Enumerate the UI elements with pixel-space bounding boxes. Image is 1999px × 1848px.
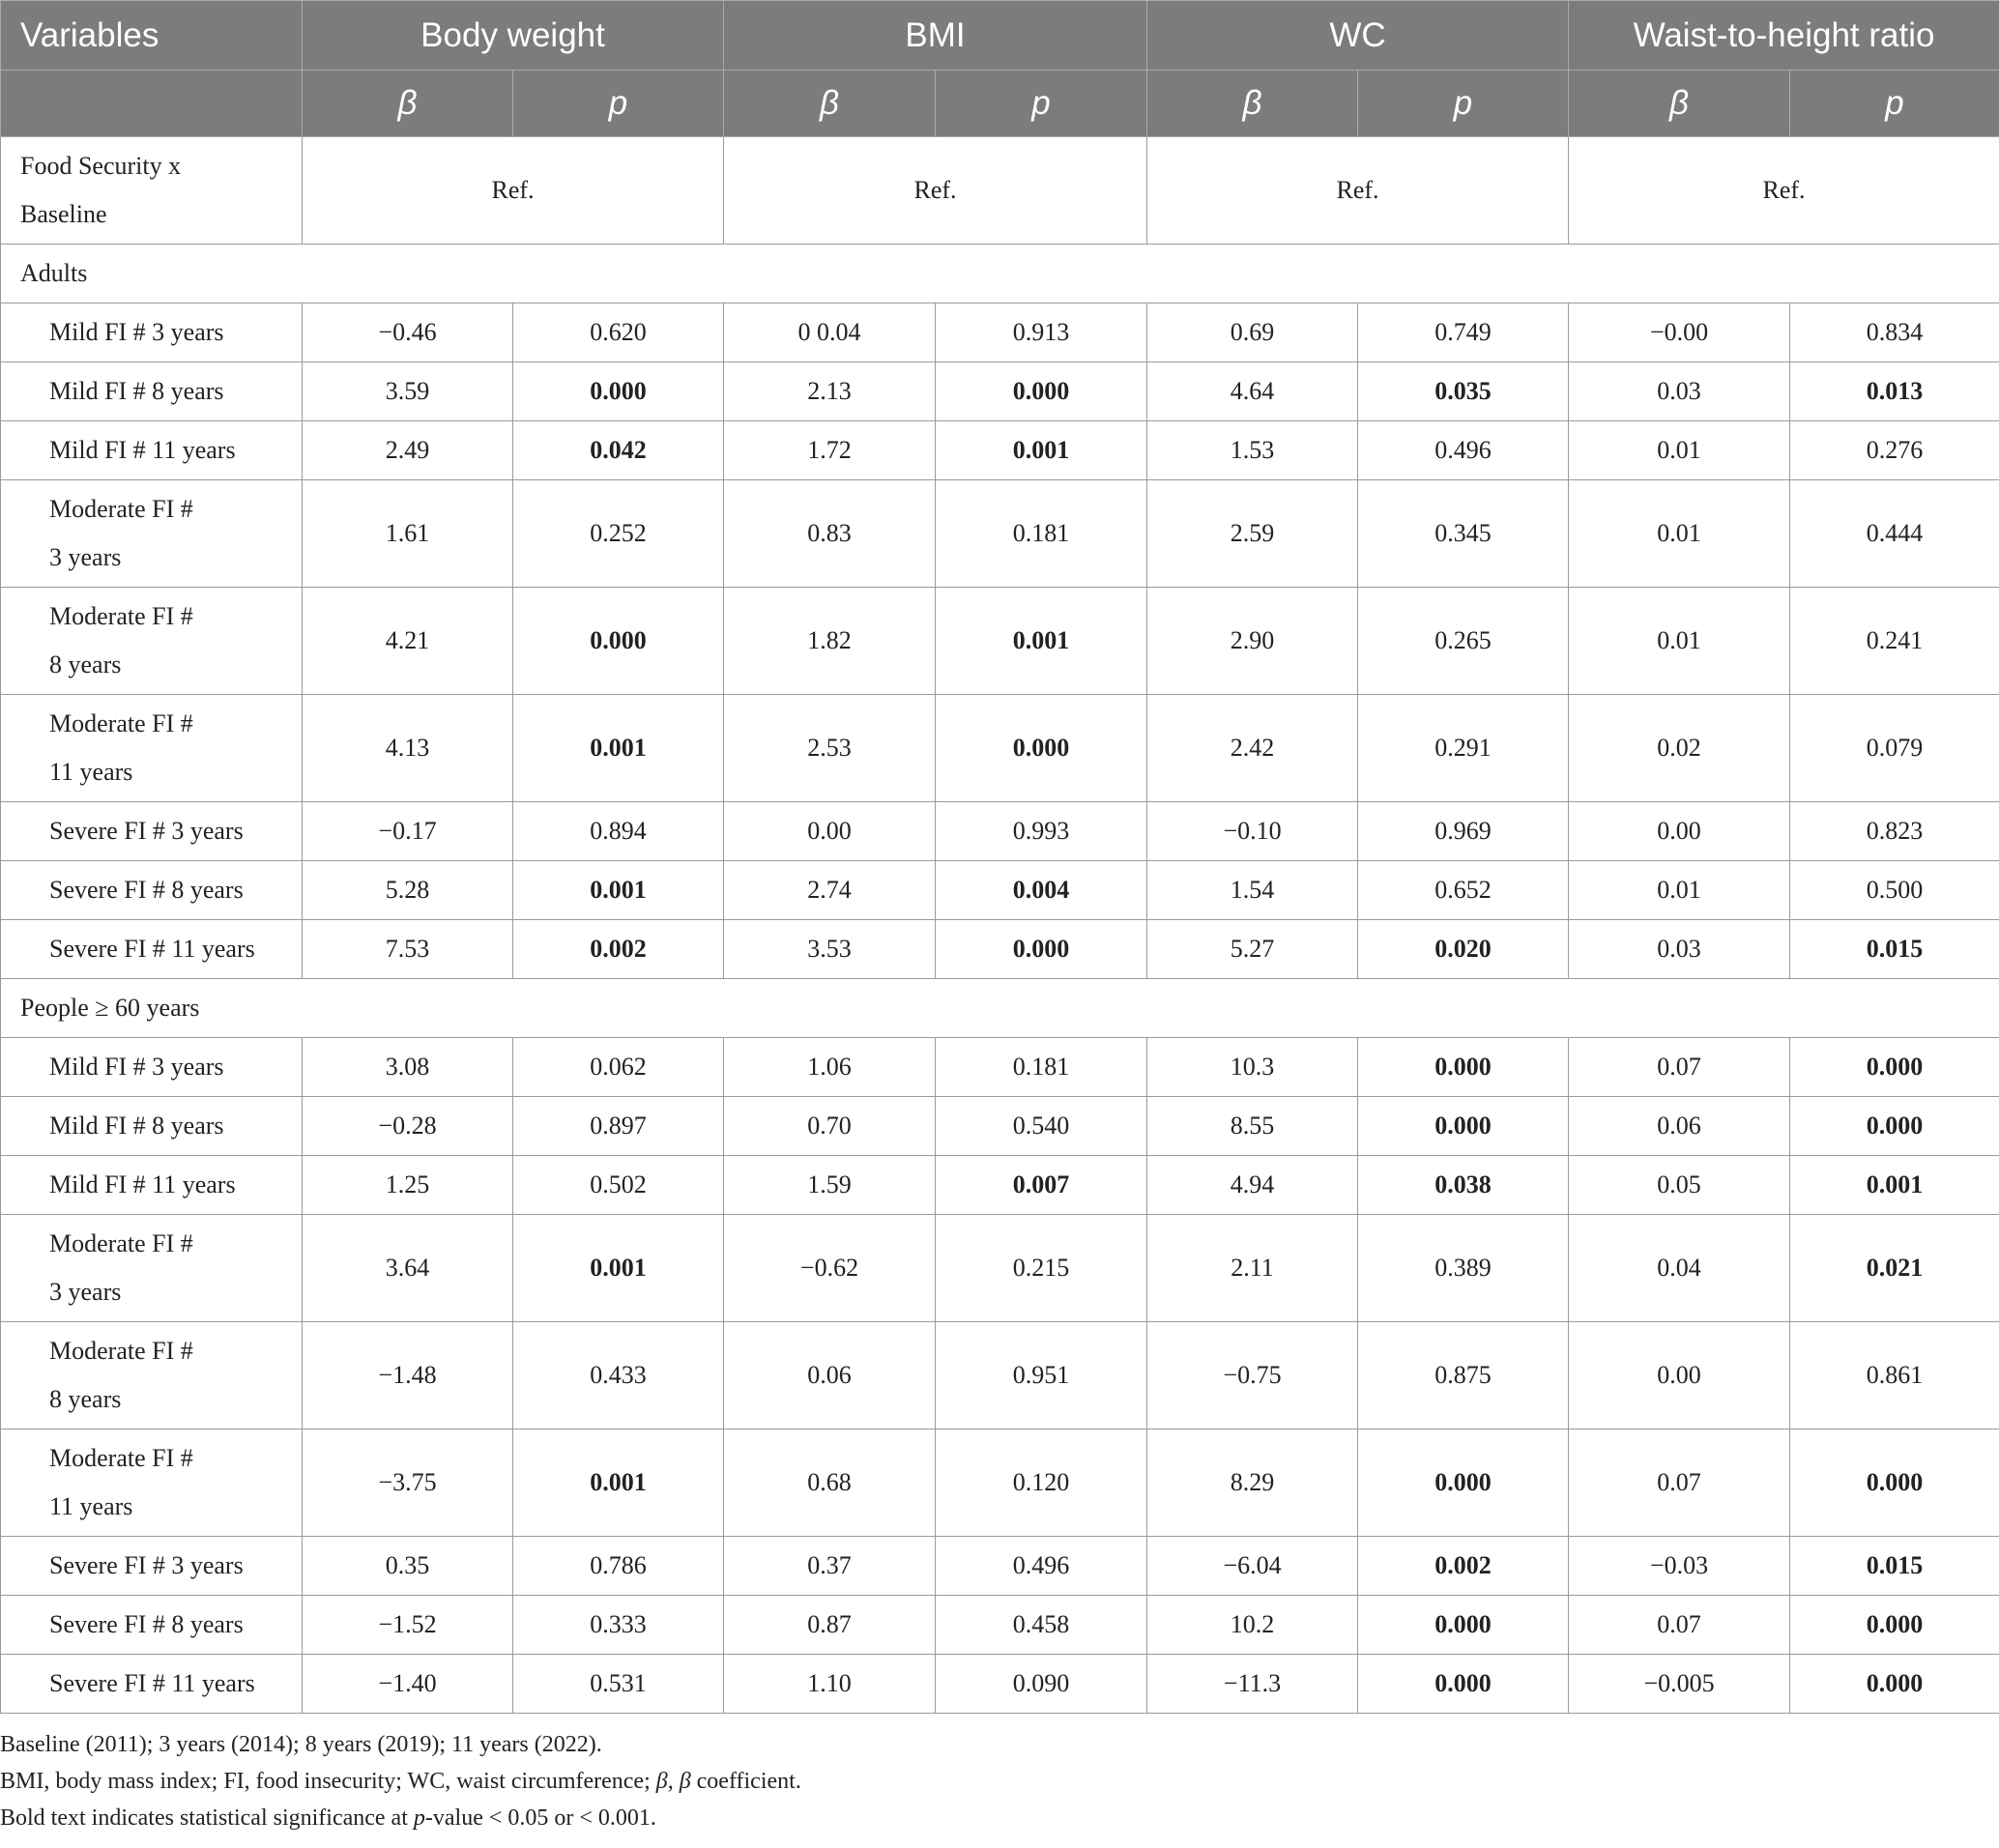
cell-waist-to-height-beta: 0.01 [1569,480,1790,588]
cell-wc-beta: 2.90 [1147,588,1358,695]
cell-wc-p: 0.265 [1358,588,1569,695]
table-row [1,303,1999,362]
subheader-p: p [1790,71,1999,137]
row-label-line2: 3 years [49,543,122,571]
cell-body-weight-beta: 3.08 [303,1038,513,1097]
table-row [1,802,1999,861]
cell-bmi-p: 0.913 [936,303,1147,362]
section-title: People ≥ 60 years [1,979,1999,1038]
cell-body-weight-p: 0.433 [513,1322,724,1429]
cell-body-weight-beta: 4.13 [303,695,513,802]
cell-bmi-beta: 0.83 [724,480,936,588]
cell-bmi-beta: −0.62 [724,1215,936,1322]
cell-wc-p: 0.038 [1358,1156,1569,1215]
cell-bmi-p: 0.458 [936,1596,1147,1655]
cell-wc-p: 0.020 [1358,920,1569,979]
cell-bmi-p: 0.215 [936,1215,1147,1322]
cell-bmi-p: 0.001 [936,588,1147,695]
table-row [1,588,1999,695]
table-row [1,1097,1999,1156]
cell-waist-to-height-beta: 0.06 [1569,1097,1790,1156]
cell-bmi-p: 0.000 [936,920,1147,979]
row-label [1,1429,303,1537]
cell-waist-to-height-p: 0.861 [1790,1322,1999,1429]
cell-waist-to-height-p: 0.000 [1790,1097,1999,1156]
table-row [1,1215,1999,1322]
footnote-beta-symbol: β [679,1769,691,1794]
cell-bmi-p: 0.181 [936,480,1147,588]
cell-body-weight-beta: −0.17 [303,802,513,861]
cell-body-weight-p: 0.894 [513,802,724,861]
cell-wc-beta: 5.27 [1147,920,1358,979]
cell-wc-beta: −11.3 [1147,1655,1358,1714]
row-label-line2: 11 years [49,758,133,786]
cell-body-weight-beta: −3.75 [303,1429,513,1537]
row-label-line1: Moderate FI # [49,1444,193,1472]
cell-body-weight-beta: 3.59 [303,362,513,421]
cell-waist-to-height-beta: −0.005 [1569,1655,1790,1714]
cell-bmi-p: 0.993 [936,802,1147,861]
cell-waist-to-height-p: 0.000 [1790,1596,1999,1655]
row-label-line1: Moderate FI # [49,495,193,523]
footnote-significance-text: Bold text indicates statistical significance at [0,1805,414,1831]
cell-wc-beta: −6.04 [1147,1537,1358,1596]
cell-bmi-p: 0.181 [936,1038,1147,1097]
cell-waist-to-height-beta: 0.07 [1569,1038,1790,1097]
header-waist-to-height: Waist-to-height ratio [1569,1,1999,71]
header-variables: Variables [1,1,303,71]
cell-wc-beta: 2.42 [1147,695,1358,802]
cell-bmi-p: 0.001 [936,421,1147,480]
cell-waist-to-height-beta: 0.02 [1569,695,1790,802]
cell-body-weight-beta: 5.28 [303,861,513,920]
cell-bmi-beta: 0.37 [724,1537,936,1596]
cell-bmi-beta: 2.53 [724,695,936,802]
cell-waist-to-height-p: 0.021 [1790,1215,1999,1322]
cell-bmi-p: 0.000 [936,362,1147,421]
cell-wc-p: 0.652 [1358,861,1569,920]
cell-body-weight-p: 0.000 [513,362,724,421]
table-row [1,1655,1999,1714]
cell-wc-p: 0.749 [1358,303,1569,362]
footnote-periods-text: Baseline (2011); 3 years (2014); 8 years (2019); 11 years (2022). [0,1732,602,1757]
footnote-significance [0,1800,1999,1836]
cell-bmi-beta: 0.00 [724,802,936,861]
cell-wc-p: 0.000 [1358,1429,1569,1537]
row-label: Severe FI # 3 years [1,1537,303,1596]
cell-bmi-beta: 2.13 [724,362,936,421]
cell-bmi-p: 0.000 [936,695,1147,802]
subheader-beta: β [724,71,936,137]
cell-body-weight-beta: −1.52 [303,1596,513,1655]
row-label: Severe FI # 3 years [1,802,303,861]
cell-bmi-beta: 1.82 [724,588,936,695]
cell-body-weight-p: 0.252 [513,480,724,588]
cell-bmi-beta: 1.59 [724,1156,936,1215]
cell-waist-to-height-p: 0.079 [1790,695,1999,802]
cell-waist-to-height-p: 0.444 [1790,480,1999,588]
reference-value-wc: Ref. [1147,137,1569,245]
table-footnotes [0,1726,1999,1836]
cell-body-weight-beta: −1.40 [303,1655,513,1714]
table-row [1,480,1999,588]
cell-body-weight-p: 0.002 [513,920,724,979]
cell-waist-to-height-beta: 0.01 [1569,861,1790,920]
cell-wc-p: 0.345 [1358,480,1569,588]
cell-bmi-beta: 1.10 [724,1655,936,1714]
cell-body-weight-p: 0.000 [513,588,724,695]
cell-waist-to-height-beta: 0.07 [1569,1429,1790,1537]
cell-waist-to-height-p: 0.015 [1790,920,1999,979]
cell-body-weight-beta: 0.35 [303,1537,513,1596]
subheader-beta: β [303,71,513,137]
cell-body-weight-p: 0.620 [513,303,724,362]
cell-waist-to-height-beta: 0.00 [1569,802,1790,861]
cell-wc-p: 0.035 [1358,362,1569,421]
reference-value-body-weight: Ref. [303,137,724,245]
cell-body-weight-p: 0.897 [513,1097,724,1156]
cell-waist-to-height-beta: 0.07 [1569,1596,1790,1655]
row-label-line2: 11 years [49,1492,133,1520]
footnote-abbreviations [0,1763,1999,1800]
cell-bmi-beta: 1.06 [724,1038,936,1097]
cell-bmi-beta: 1.72 [724,421,936,480]
cell-body-weight-p: 0.042 [513,421,724,480]
cell-waist-to-height-beta: −0.03 [1569,1537,1790,1596]
cell-bmi-beta: 0.70 [724,1097,936,1156]
section-title: Adults [1,245,1999,303]
cell-body-weight-p: 0.502 [513,1156,724,1215]
cell-waist-to-height-beta: 0.05 [1569,1156,1790,1215]
footnote-coefficient-text: coefficient. [690,1769,801,1794]
cell-waist-to-height-beta: 0.03 [1569,362,1790,421]
subheader-p: p [513,71,724,137]
cell-wc-p: 0.000 [1358,1038,1569,1097]
cell-body-weight-beta: 1.61 [303,480,513,588]
cell-body-weight-p: 0.001 [513,1429,724,1537]
cell-bmi-beta: 2.74 [724,861,936,920]
row-label-line1: Moderate FI # [49,602,193,630]
table-row [1,1596,1999,1655]
header-empty [1,71,303,137]
row-label [1,480,303,588]
cell-wc-p: 0.875 [1358,1322,1569,1429]
cell-bmi-p: 0.090 [936,1655,1147,1714]
cell-wc-p: 0.291 [1358,695,1569,802]
cell-wc-beta: 8.55 [1147,1097,1358,1156]
cell-wc-beta: 4.94 [1147,1156,1358,1215]
reference-value-waist-to-height: Ref. [1569,137,1999,245]
table-row [1,1156,1999,1215]
cell-wc-beta: 1.53 [1147,421,1358,480]
table-row [1,861,1999,920]
cell-bmi-p: 0.120 [936,1429,1147,1537]
cell-wc-p: 0.000 [1358,1596,1569,1655]
cell-wc-p: 0.000 [1358,1097,1569,1156]
row-label: Severe FI # 11 years [1,1655,303,1714]
cell-wc-beta: 2.11 [1147,1215,1358,1322]
cell-body-weight-p: 0.786 [513,1537,724,1596]
cell-waist-to-height-p: 0.015 [1790,1537,1999,1596]
table-header [1,1,1999,137]
cell-waist-to-height-p: 0.013 [1790,362,1999,421]
cell-wc-p: 0.002 [1358,1537,1569,1596]
row-label [1,1215,303,1322]
cell-waist-to-height-beta: 0.00 [1569,1322,1790,1429]
cell-body-weight-beta: 7.53 [303,920,513,979]
cell-bmi-p: 0.540 [936,1097,1147,1156]
cell-wc-beta: 0.69 [1147,303,1358,362]
section-row [1,245,1999,303]
cell-wc-beta: 10.3 [1147,1038,1358,1097]
cell-wc-p: 0.969 [1358,802,1569,861]
table-row [1,1537,1999,1596]
row-label [1,588,303,695]
row-label: Severe FI # 8 years [1,1596,303,1655]
row-label: Mild FI # 11 years [1,421,303,480]
cell-body-weight-p: 0.001 [513,695,724,802]
footnote-p-symbol: p [413,1805,425,1831]
row-label: Mild FI # 3 years [1,1038,303,1097]
header-bmi: BMI [724,1,1147,71]
subheader-p: p [1358,71,1569,137]
cell-body-weight-beta: −0.28 [303,1097,513,1156]
reference-label-line2: Baseline [20,200,107,228]
cell-waist-to-height-beta: 0.01 [1569,588,1790,695]
footnote-periods [0,1726,1999,1763]
cell-body-weight-beta: −0.46 [303,303,513,362]
cell-waist-to-height-beta: 0.03 [1569,920,1790,979]
subheader-beta: β [1569,71,1790,137]
cell-waist-to-height-p: 0.001 [1790,1156,1999,1215]
reference-value-bmi: Ref. [724,137,1147,245]
row-label-line1: Moderate FI # [49,709,193,737]
row-label-line1: Moderate FI # [49,1229,193,1257]
row-label: Severe FI # 8 years [1,861,303,920]
cell-wc-beta: 4.64 [1147,362,1358,421]
cell-wc-beta: −0.10 [1147,802,1358,861]
row-label-line1: Moderate FI # [49,1337,193,1365]
row-label [1,1322,303,1429]
cell-body-weight-beta: 1.25 [303,1156,513,1215]
table-row [1,1322,1999,1429]
table-row [1,421,1999,480]
cell-body-weight-beta: 4.21 [303,588,513,695]
cell-wc-beta: 8.29 [1147,1429,1358,1537]
cell-body-weight-beta: −1.48 [303,1322,513,1429]
table-row [1,920,1999,979]
cell-wc-beta: 10.2 [1147,1596,1358,1655]
cell-bmi-beta: 3.53 [724,920,936,979]
cell-body-weight-p: 0.531 [513,1655,724,1714]
cell-waist-to-height-beta: −0.00 [1569,303,1790,362]
cell-waist-to-height-p: 0.000 [1790,1655,1999,1714]
cell-body-weight-p: 0.062 [513,1038,724,1097]
cell-bmi-beta: 0.06 [724,1322,936,1429]
footnote-beta-symbol: β [655,1769,668,1794]
cell-wc-beta: 2.59 [1147,480,1358,588]
subheader-beta: β [1147,71,1358,137]
cell-bmi-beta: 0.87 [724,1596,936,1655]
cell-bmi-p: 0.496 [936,1537,1147,1596]
cell-wc-p: 0.000 [1358,1655,1569,1714]
cell-waist-to-height-beta: 0.04 [1569,1215,1790,1322]
row-label: Mild FI # 8 years [1,362,303,421]
cell-waist-to-height-p: 0.000 [1790,1429,1999,1537]
row-label-line2: 8 years [49,1385,122,1413]
cell-wc-p: 0.389 [1358,1215,1569,1322]
cell-wc-beta: −0.75 [1147,1322,1358,1429]
table-body [1,137,1999,1714]
row-label-line2: 3 years [49,1278,122,1306]
reference-row [1,137,1999,245]
cell-body-weight-p: 0.001 [513,861,724,920]
cell-waist-to-height-p: 0.241 [1790,588,1999,695]
cell-bmi-beta: 0.68 [724,1429,936,1537]
cell-bmi-p: 0.951 [936,1322,1147,1429]
header-body-weight: Body weight [303,1,724,71]
table-row [1,1429,1999,1537]
table-row [1,1038,1999,1097]
cell-waist-to-height-p: 0.823 [1790,802,1999,861]
table-row [1,362,1999,421]
row-label: Mild FI # 11 years [1,1156,303,1215]
cell-bmi-p: 0.004 [936,861,1147,920]
footnote-separator: , [667,1769,680,1794]
cell-body-weight-p: 0.333 [513,1596,724,1655]
footnote-abbrev-text: BMI, body mass index; FI, food insecurity; WC, waist circumference; [0,1769,656,1794]
row-label: Mild FI # 8 years [1,1097,303,1156]
cell-body-weight-beta: 2.49 [303,421,513,480]
cell-bmi-beta: 0 0.04 [724,303,936,362]
row-label [1,695,303,802]
row-label: Mild FI # 3 years [1,303,303,362]
subheader-p: p [936,71,1147,137]
cell-waist-to-height-beta: 0.01 [1569,421,1790,480]
table-row [1,695,1999,802]
cell-waist-to-height-p: 0.500 [1790,861,1999,920]
footnote-threshold-text: -value < 0.05 or < 0.001. [424,1805,656,1831]
section-row [1,979,1999,1038]
cell-wc-beta: 1.54 [1147,861,1358,920]
reference-label-line1: Food Security x [20,152,182,180]
header-wc: WC [1147,1,1569,71]
cell-wc-p: 0.496 [1358,421,1569,480]
cell-waist-to-height-p: 0.000 [1790,1038,1999,1097]
row-label-line2: 8 years [49,650,122,679]
cell-waist-to-height-p: 0.834 [1790,303,1999,362]
cell-body-weight-p: 0.001 [513,1215,724,1322]
cell-body-weight-beta: 3.64 [303,1215,513,1322]
cell-waist-to-height-p: 0.276 [1790,421,1999,480]
row-label: Severe FI # 11 years [1,920,303,979]
cell-bmi-p: 0.007 [936,1156,1147,1215]
reference-row-label [1,137,303,245]
